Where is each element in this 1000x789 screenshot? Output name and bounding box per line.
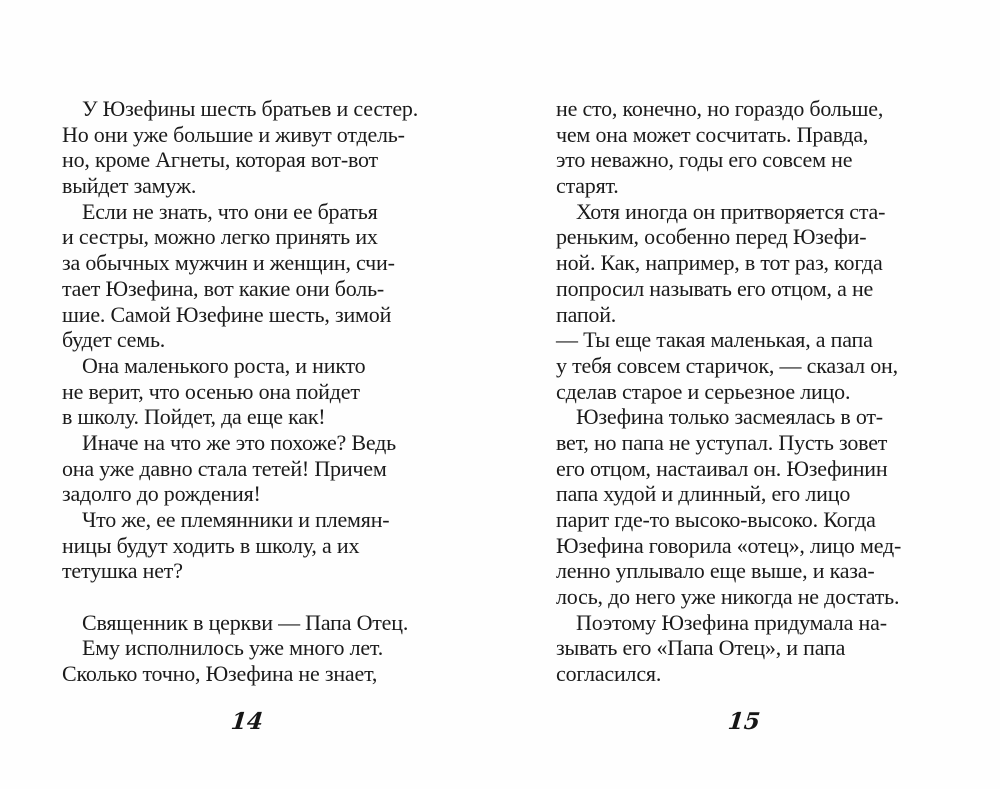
text-line: ной. Как, например, в тот раз, когда <box>556 250 883 276</box>
text-line: и сестры, можно легко принять их <box>62 224 378 250</box>
text-line: Хотя иногда он притворяется ста- <box>576 198 886 224</box>
text-line: папа худой и длинный, его лицо <box>556 481 851 507</box>
text-line: Иначе на что же это похоже? Ведь <box>82 429 396 455</box>
text-line: У Юзефины шесть братьев и сестер. <box>82 96 419 121</box>
text-line: Юзефина только засмеялась в от- <box>576 404 883 430</box>
text-line: это неважно, годы его совсем не <box>556 147 853 173</box>
page-right-text-column <box>556 96 918 687</box>
text-line: будет семь. <box>62 327 166 353</box>
text-line: Поэтому Юзефина придумала на- <box>576 609 887 635</box>
text-line: она уже давно стала тетей! Причем <box>62 455 387 481</box>
text-line: за обычных мужчин и женщин, счи- <box>62 250 395 276</box>
text-line: старят. <box>556 173 619 199</box>
text-line: Если не знать, что они ее братья <box>82 198 378 224</box>
text-line: попросил называть его отцом, а не <box>556 275 874 301</box>
text-line: ленно уплывало еще выше, и каза- <box>556 558 875 584</box>
text-line: парит где-то высоко-высоко. Когда <box>556 507 876 532</box>
blank-line <box>62 584 448 610</box>
text-line: сделав старое и серьезное лицо. <box>556 378 851 404</box>
page-number-right: 15 <box>726 708 762 735</box>
text-line: Юзефина говорила «отец», лицо мед- <box>556 532 902 558</box>
text-line: Но они уже большие и живут отдель- <box>62 121 405 147</box>
text-line: зывать его «Папа Отец», и папа <box>556 635 846 661</box>
text-line: папой. <box>556 301 617 327</box>
text-line: его отцом, настаивал он. Юзефинин <box>556 455 888 481</box>
text-line: задолго до рождения! <box>62 481 261 507</box>
text-line: лось, до него уже никогда не достать. <box>556 584 900 610</box>
text-line: у тебя совсем старичок, — сказал он, <box>556 352 898 378</box>
text-line: Сколько точно, Юзефина не знает, <box>62 661 378 687</box>
text-line: чем она может сосчитать. Правда, <box>556 121 869 147</box>
text-line: тает Юзефина, вот какие они боль- <box>62 275 385 301</box>
text-line: шие. Самой Юзефине шесть, зимой <box>62 301 392 327</box>
text-line: не верит, что осенью она пойдет <box>62 378 360 404</box>
text-line: ницы будут ходить в школу, а их <box>62 532 360 558</box>
text-line: вет, но папа не уступал. Пусть зовет <box>556 429 888 455</box>
text-line: тетушка нет? <box>62 558 183 584</box>
text-line: выйдет замуж. <box>62 173 197 199</box>
text-line: реньким, особенно перед Юзефи- <box>556 224 867 250</box>
page-left-text-column <box>62 96 448 687</box>
text-line: Ему исполнилось уже много лет. <box>82 635 383 661</box>
text-line: Священник в церкви — Папа Отец. <box>82 609 409 635</box>
text-line: — Ты еще такая маленькая, а папа <box>556 327 873 353</box>
text-line: согласился. <box>556 661 662 687</box>
text-line: Что же, ее племянники и племян- <box>82 507 390 532</box>
text-line: Она маленького роста, и никто <box>82 352 366 378</box>
text-line: но, кроме Агнеты, которая вот-вот <box>62 147 378 173</box>
text-line: не сто, конечно, но гораздо больше, <box>556 96 884 121</box>
page-number-left: 14 <box>229 708 265 735</box>
text-line: в школу. Пойдет, да еще как! <box>62 404 326 430</box>
